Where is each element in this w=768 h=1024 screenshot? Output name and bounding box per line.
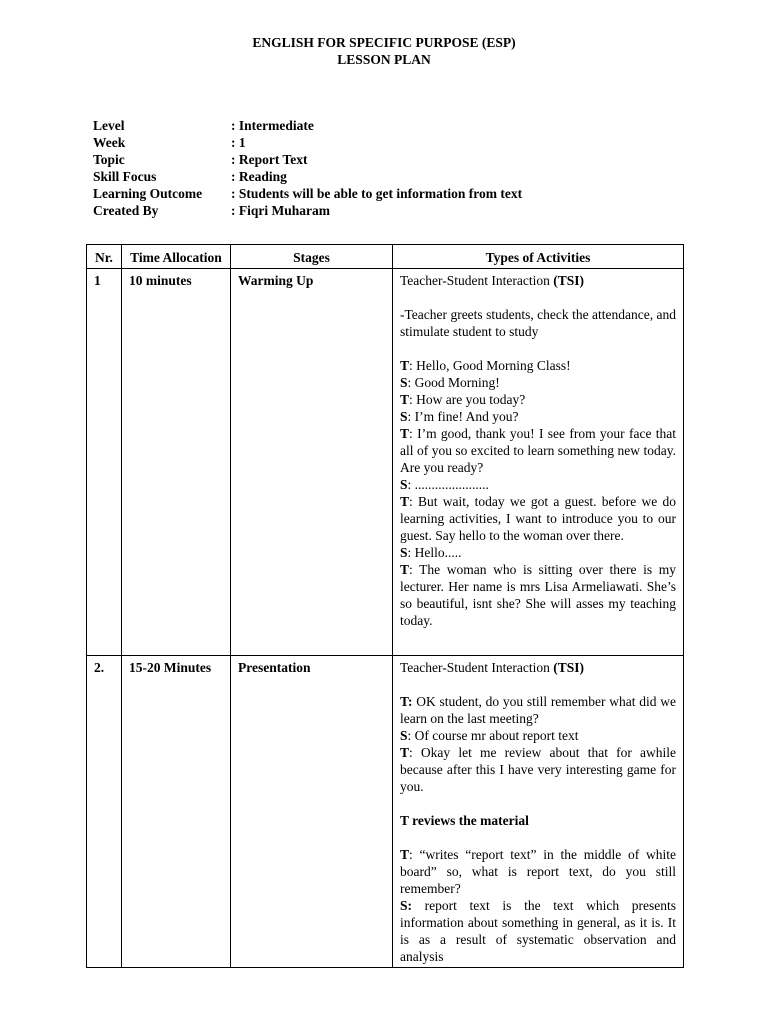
meta-value: : Students will be able to get information from text: [231, 186, 523, 201]
meta-value: : Fiqri Muharam: [231, 203, 330, 218]
activity-heading-abbrev: (TSI): [553, 660, 584, 675]
dialogue-speaker: S: [400, 728, 408, 743]
column-header-stages: Stages: [231, 245, 393, 269]
table-header-row: [87, 245, 684, 269]
meta-row-week: [93, 134, 522, 151]
dialogue-text: : But wait, today we got a guest. before we do learning activities, I want to introduce you to our guest. Say hello to the woman over there.: [400, 494, 676, 543]
column-header-activities: Types of Activities: [393, 245, 684, 269]
row-time: 10 minutes: [122, 269, 231, 656]
dialogue-text: report text is the text which presents information about something in general, as it is. It is as a result of systematic observation and analysis: [400, 898, 676, 964]
activity-heading: [400, 272, 676, 289]
meta-value: : Intermediate: [231, 118, 314, 133]
dialogue-line: [400, 544, 676, 561]
row-stage: Presentation: [231, 656, 393, 968]
dialogue-speaker: T:: [400, 694, 413, 709]
activity-heading-abbrev: (TSI): [553, 273, 584, 288]
meta-row-topic: [93, 151, 522, 168]
dialogue-speaker: S: [400, 409, 408, 424]
dialogue-text: : Okay let me review about that for awhile because after this I have very interesting game for you.: [400, 745, 676, 794]
dialogue-speaker: S:: [400, 898, 413, 913]
dialogue-line: [400, 476, 676, 493]
meta-row-level: [93, 117, 522, 134]
dialogue-text: : ......................: [407, 477, 489, 492]
dialogue-speaker: S: [400, 375, 408, 390]
meta-value: : Reading: [231, 169, 287, 184]
dialogue-line: [400, 425, 676, 476]
dialogue-text: : I’m fine! And you?: [407, 409, 519, 424]
dialogue-line: [400, 357, 676, 374]
dialogue-speaker: T: [400, 847, 410, 862]
row-time: 15-20 Minutes: [122, 656, 231, 968]
activity-subheading: T reviews the material: [400, 813, 529, 828]
dialogue-speaker: T: [400, 426, 410, 441]
dialogue-text: : “writes “report text” in the middle of white board” so, what is report text, do you still remember?: [400, 847, 676, 896]
activity-heading-text: Teacher-Student Interaction: [400, 660, 550, 675]
dialogue-line: [400, 727, 676, 744]
dialogue-line: [400, 744, 676, 795]
dialogue-text: : Hello.....: [407, 545, 462, 560]
dialogue-line: [400, 408, 676, 425]
row-activities: [393, 656, 684, 968]
meta-row-created-by: [93, 202, 522, 219]
dialogue-text: : Hello, Good Morning Class!: [409, 358, 571, 373]
dialogue-text: : I’m good, thank you! I see from your face that all of you so excited to learn something new today. Are you ready?: [400, 426, 676, 475]
dialogue-line: [400, 391, 676, 408]
dialogue-speaker: T: [400, 562, 410, 577]
dialogue-speaker: T: [400, 745, 410, 760]
meta-value: : 1: [231, 135, 246, 150]
lesson-plan-table: [86, 244, 684, 968]
dialogue-line: [400, 897, 676, 965]
dialogue-speaker: T: [400, 358, 410, 373]
dialogue-line: [400, 561, 676, 629]
meta-label: Week: [93, 135, 126, 150]
row-stage: Warming Up: [231, 269, 393, 656]
row-number: 2.: [87, 656, 122, 968]
dialogue-text: : Good Morning!: [407, 375, 500, 390]
meta-label: Learning Outcome: [93, 186, 203, 201]
dialogue-speaker: S: [400, 545, 408, 560]
meta-label: Skill Focus: [93, 169, 157, 184]
row-number: 1: [87, 269, 122, 656]
meta-label: Level: [93, 118, 125, 133]
dialogue-text: : How are you today?: [409, 392, 526, 407]
meta-value: : Report Text: [231, 152, 308, 167]
meta-label: Created By: [93, 203, 159, 218]
table-row: [87, 269, 684, 656]
meta-label: Topic: [93, 152, 125, 167]
activity-intro: -Teacher greets students, check the attendance, and stimulate student to study: [400, 307, 676, 339]
dialogue-text: OK student, do you still remember what did we learn on the last meeting?: [400, 694, 676, 726]
dialogue-line: [400, 374, 676, 391]
dialogue-text: : The woman who is sitting over there is my lecturer. Her name is mrs Lisa Armeliawati. She’s so beautiful, isnt she? She will asses my teaching today.: [400, 562, 676, 628]
dialogue-text: : Of course mr about report text: [407, 728, 579, 743]
dialogue-line: [400, 693, 676, 727]
dialogue-line: [400, 846, 676, 897]
column-header-time: Time Allocation: [122, 245, 231, 269]
dialogue-speaker: S: [400, 477, 408, 492]
document-subtitle: LESSON PLAN: [337, 52, 431, 67]
meta-row-learning-outcome: [93, 185, 522, 202]
column-header-nr: Nr.: [87, 245, 122, 269]
activity-heading: [400, 659, 676, 676]
activity-heading-text: Teacher-Student Interaction: [400, 273, 550, 288]
row-activities: [393, 269, 684, 656]
lesson-meta: [93, 117, 522, 219]
dialogue-line: [400, 493, 676, 544]
document-title: ENGLISH FOR SPECIFIC PURPOSE (ESP): [252, 35, 516, 50]
meta-row-skill-focus: [93, 168, 522, 185]
table-row: [87, 656, 684, 968]
dialogue-speaker: T: [400, 392, 410, 407]
dialogue-speaker: T: [400, 494, 410, 509]
